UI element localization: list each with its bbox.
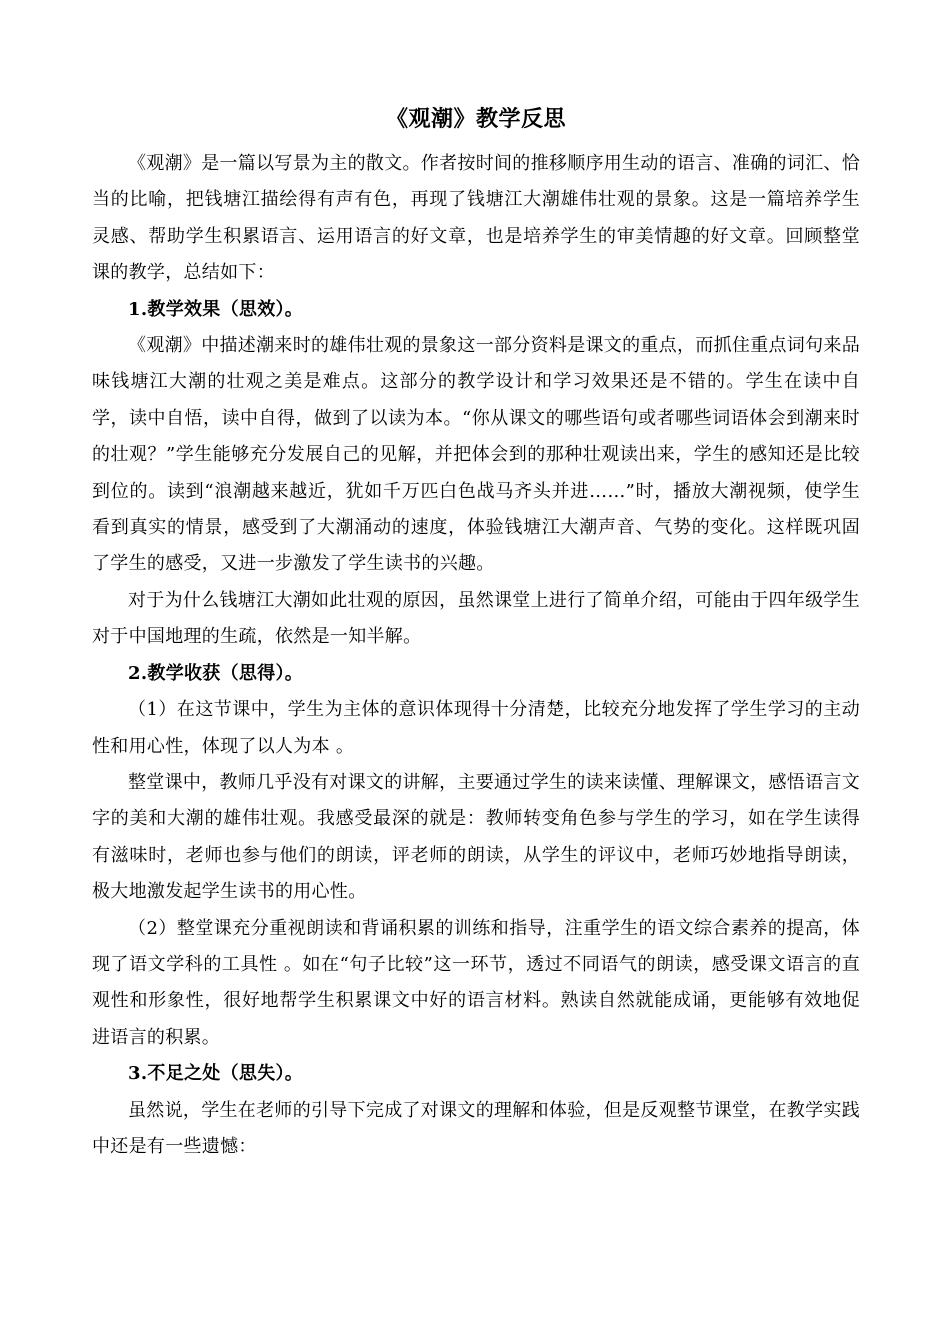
section-heading-shortcomings: 3.不足之处（思失）。 — [128, 1063, 304, 1085]
paragraph-whole-class: 整堂课中，教师几乎没有对课文的讲解，主要通过学生的读来读懂、理解课文，感悟语言文字的美和大潮的雄伟壮观。我感受最深的就是：教师转变角色参与学生的学习，如在学生读得有滋味时，老师也参与他们的朗读，评老师的朗读，从学生的评议中，老师巧妙地指导朗读，极大地激发起学生读书的用心性。 — [92, 771, 860, 903]
document-body — [92, 146, 860, 1165]
paragraph-geography: 对于为什么钱塘江大潮如此壮观的原因，虽然课堂上进行了简单介绍，可能由于四年级学生对于中国地理的生疏，依然是一知半解。 — [92, 589, 860, 648]
paragraph-gain-2: （2）整堂课充分重视朗读和背诵积累的训练和指导，注重学生的语文综合素养的提高，体现了语文学科的工具性 。如在“句子比较”这一环节，透过不同语气的朗读，感受课文语言的直观性和形象性，很好地帮学生积累课文中好的语言材料。熟读自然就能成诵，更能够有效地促进语言的积累。 — [92, 917, 860, 1048]
paragraph-shortcomings: 虽然说，学生在老师的引导下完成了对课文的理解和体验，但是反观整节课堂，在教学实践中还是有一些遗憾： — [92, 1099, 860, 1157]
section-heading-effect: 1.教学效果（思效）。 — [128, 298, 304, 320]
document-title: 《观潮》教学反思 — [385, 106, 566, 132]
paragraph-intro: 《观潮》是一篇以写景为主的散文。作者按时间的推移顺序用生动的语言、准确的词汇、恰当的比喻，把钱塘江描绘得有声有色，再现了钱塘江大潮雄伟壮观的景象。这是一篇培养学生灵感、帮助学生积累语言、运用语言的好文章，也是培养学生的审美情趣的好文章。回顾整堂课的教学，总结如下： — [92, 153, 860, 284]
paragraph-effect: 《观潮》中描述潮来时的雄伟壮观的景象这一部分资料是课文的重点，而抓住重点词句来品味钱塘江大潮的壮观之美是难点。这部分的教学设计和学习效果还是不错的。学生在读中自学，读中自悟，读中自得，做到了以读为本。“你从课文的哪些语句或者哪些词语体会到潮来时的壮观？”学生能够充分发展自己的见解，并把体会到的那种壮观读出来，学生的感知还是比较到位的。读到“浪潮越来越近，犹如千万匹白色战马齐头并进……”时，播放大潮视频，使学生看到真实的情景，感受到了大潮涌动的速度，体验钱塘江大潮声音、气势的变化。这样既巩固了学生的感受，又进一步激发了学生读书的兴趣。 — [92, 335, 860, 575]
section-heading-gains: 2.教学收获（思得）。 — [128, 662, 304, 684]
paragraph-gain-1: （1）在这节课中，学生为主体的意识体现得十分清楚，比较充分地发挥了学生学习的主动性和用心性，体现了以人为本 。 — [92, 699, 860, 757]
